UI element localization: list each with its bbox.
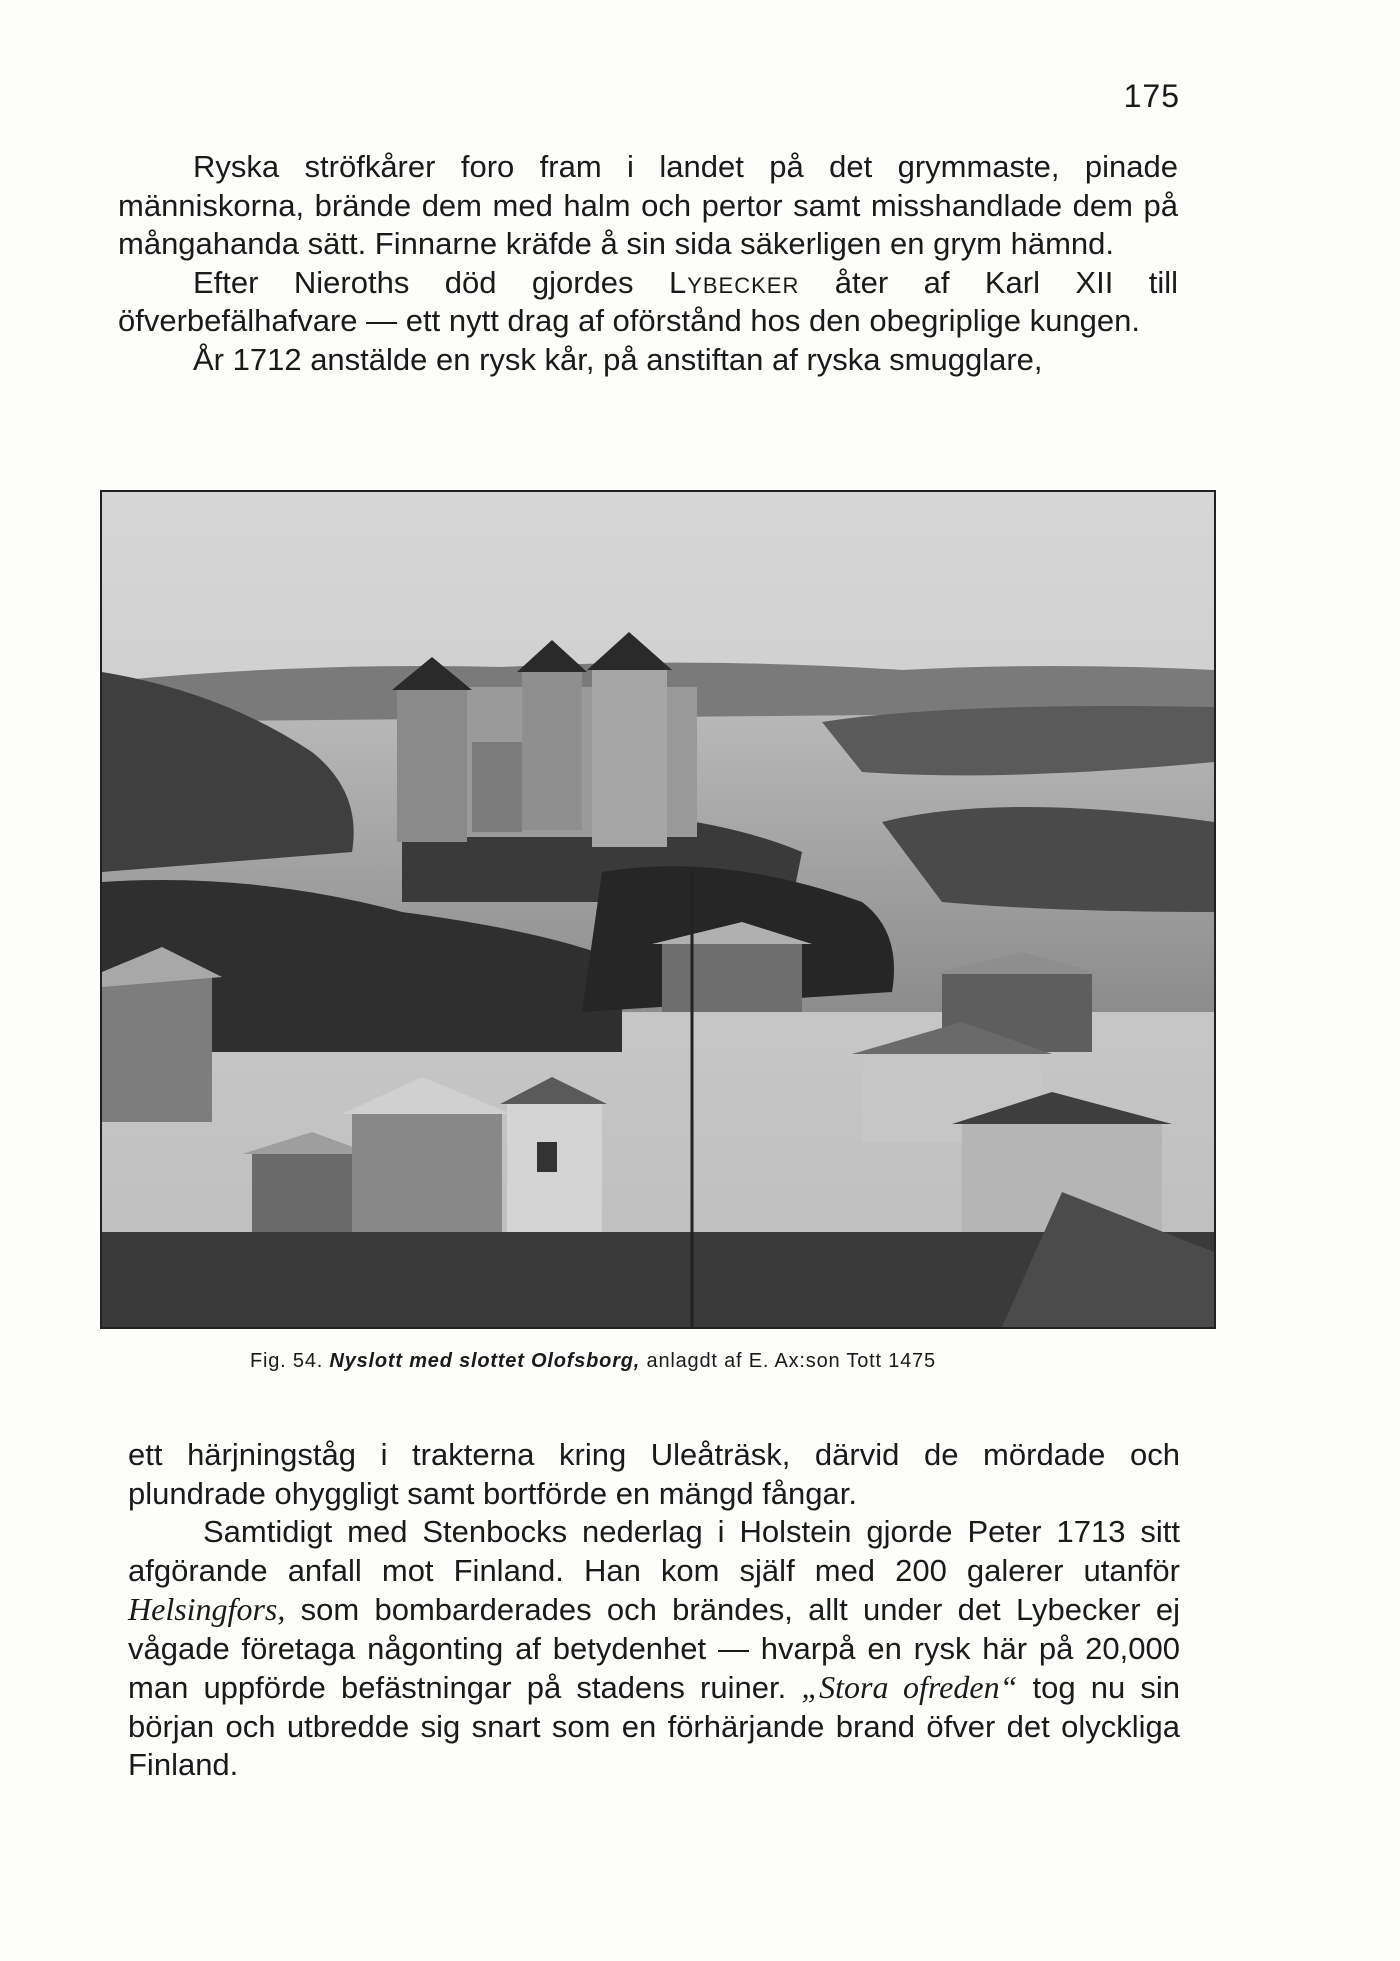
paragraph-5 [128, 1513, 1180, 1785]
page-number: 175 [1123, 78, 1180, 114]
photo-nyslott-olofsborg [100, 490, 1216, 1329]
caption-title: Nyslott med slottet Olofsborg, [329, 1350, 641, 1372]
bottom-text-block [128, 1436, 1180, 1785]
paragraph-2 [118, 264, 1178, 341]
caption-rest: anlagdt af E. Ax:son Tott 1475 [646, 1350, 936, 1372]
castle-olofsborg [392, 632, 697, 847]
paragraph-4: ett härjningståg i trakterna kring Uleåträsk, därvid de mördade och plundrade ohyggligt samt bortförde en mängd fångar. [128, 1437, 1180, 1511]
figure-caption [250, 1350, 1150, 1373]
quote-stora-ofreden: „Stora ofreden“ [801, 1669, 1018, 1705]
place-helsingfors: Helsingfors, [128, 1591, 286, 1627]
paragraph-1: Ryska ströfkårer foro fram i landet på det grymmaste, pinade människorna, brände dem med halm och pertor samt misshandlade dem på mångahanda sätt. Finnarne kräfde å sin sida säkerligen en grym hämnd. [118, 149, 1178, 261]
right-point [822, 706, 1214, 775]
top-text-block [118, 148, 1178, 379]
paragraph-5-part-b: som bombarderades och brändes, allt under det Lybecker ej vågade företaga någonting af betydenhet — hvarpå en rysk här på 20,000 man uppförde befästningar på stadens ruiner. [128, 1592, 1180, 1705]
name-lybecker: Lybecker [668, 264, 800, 300]
paragraph-5-part-c: tog nu sin början och utbredde sig snart som en förhärjande brand öfver det olyckliga Finland. [128, 1670, 1181, 1782]
castle-photo-illustration [102, 492, 1214, 1327]
paragraph-3: År 1712 anstälde en rysk kår, på anstiftan af ryska smugglare, [193, 341, 1043, 377]
caption-label: Fig. 54. [250, 1350, 324, 1372]
paragraph-5-part-a: Samtidigt med Stenbocks nederlag i Holstein gjorde Peter 1713 sitt afgörande anfall mot Finland. Han kom själf med 200 galerer utanför [128, 1514, 1180, 1588]
paragraph-2-end: åter af Karl XII till öfverbefälhafvare — ett nytt drag af oförstånd hos den obegriplige kungen. [118, 264, 1179, 338]
paragraph-2-start: Efter Nieroths död gjordes [193, 264, 669, 300]
